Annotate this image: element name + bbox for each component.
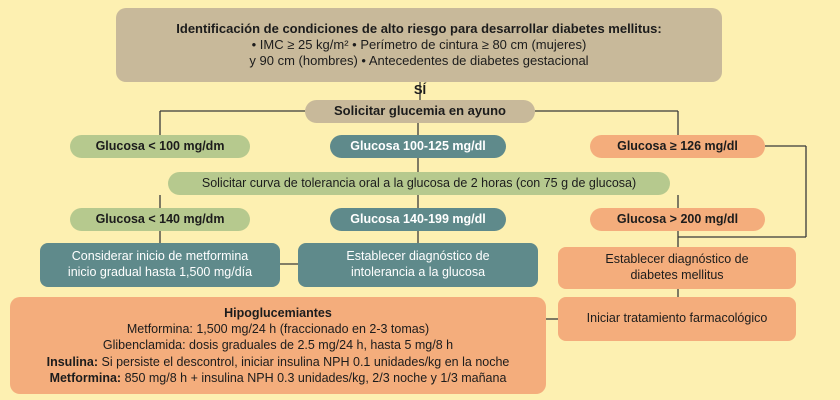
diabetes-box xyxy=(558,247,796,289)
tratamiento-box: Iniciar tratamiento farmacológico xyxy=(558,297,796,341)
glucosa-mid-1: Glucosa 100-125 mg/dl xyxy=(330,135,506,158)
glucosa-mid-2: Glucosa 140-199 mg/dl xyxy=(330,208,506,231)
curva-tolerancia-box: Solicitar curva de tolerancia oral a la glucosa de 2 horas (con 75 g de glucosa) xyxy=(168,172,670,195)
diabetes-line-2: diabetes mellitus xyxy=(630,268,724,282)
metformina-box xyxy=(40,243,280,287)
metformina-text: 850 mg/8 h + insulina NPH 0.3 unidades/kg, 2/3 noche y 1/3 mañana xyxy=(121,370,507,385)
glucosa-high-2: Glucosa > 200 mg/dl xyxy=(590,208,765,231)
glucosa-high-1: Glucosa ≥ 126 mg/dl xyxy=(590,135,765,158)
glucosa-low-1: Glucosa < 100 mg/dm xyxy=(70,135,250,158)
risk-line-3: y 90 cm (hombres) • Antecedentes de diabetes gestacional xyxy=(249,53,589,69)
intolerancia-line-1: Establecer diagnóstico de xyxy=(346,249,490,264)
insulina-label: Insulina: xyxy=(46,354,99,369)
metformina-line-1: Considerar inicio de metformina xyxy=(71,249,249,264)
hipoglucemiantes-line-1: Metformina: 1,500 mg/24 h (fraccionado en 2-3 tomas) xyxy=(126,322,430,337)
glucemia-ayuno-box: Solicitar glucemia en ayuno xyxy=(305,100,535,123)
hipoglucemiantes-box xyxy=(10,297,546,394)
hipoglucemiantes-line-2: Glibenclamida: dosis graduales de 2.5 mg/24 h, hasta 5 mg/8 h xyxy=(102,338,454,353)
metformina-label: Metformina: xyxy=(49,370,122,385)
diabetes-line-1: Establecer diagnóstico de xyxy=(605,252,749,267)
risk-conditions-box xyxy=(116,8,722,82)
insulina-text: Si persiste el descontrol, iniciar insulina NPH 0.1 unidades/kg en la noche xyxy=(98,354,510,369)
glucosa-low-2: Glucosa < 140 mg/dm xyxy=(70,208,250,231)
hipoglucemiantes-line-4 xyxy=(50,370,507,386)
hipoglucemiantes-line-3 xyxy=(47,354,510,370)
metformina-line-2: inicio gradual hasta 1,500 mg/día xyxy=(67,265,253,279)
intolerancia-line-2: intolerancia a la glucosa xyxy=(350,265,486,279)
intolerancia-box xyxy=(298,243,538,287)
si-label: SÍ xyxy=(413,81,427,97)
hipoglucemiantes-title: Hipoglucemiantes xyxy=(224,305,332,320)
risk-line-2: • IMC ≥ 25 kg/m² • Perímetro de cintura ≥ 80 cm (mujeres) xyxy=(251,36,587,52)
risk-title: Identificación de condiciones de alto riesgo para desarrollar diabetes mellitus: xyxy=(176,20,662,36)
